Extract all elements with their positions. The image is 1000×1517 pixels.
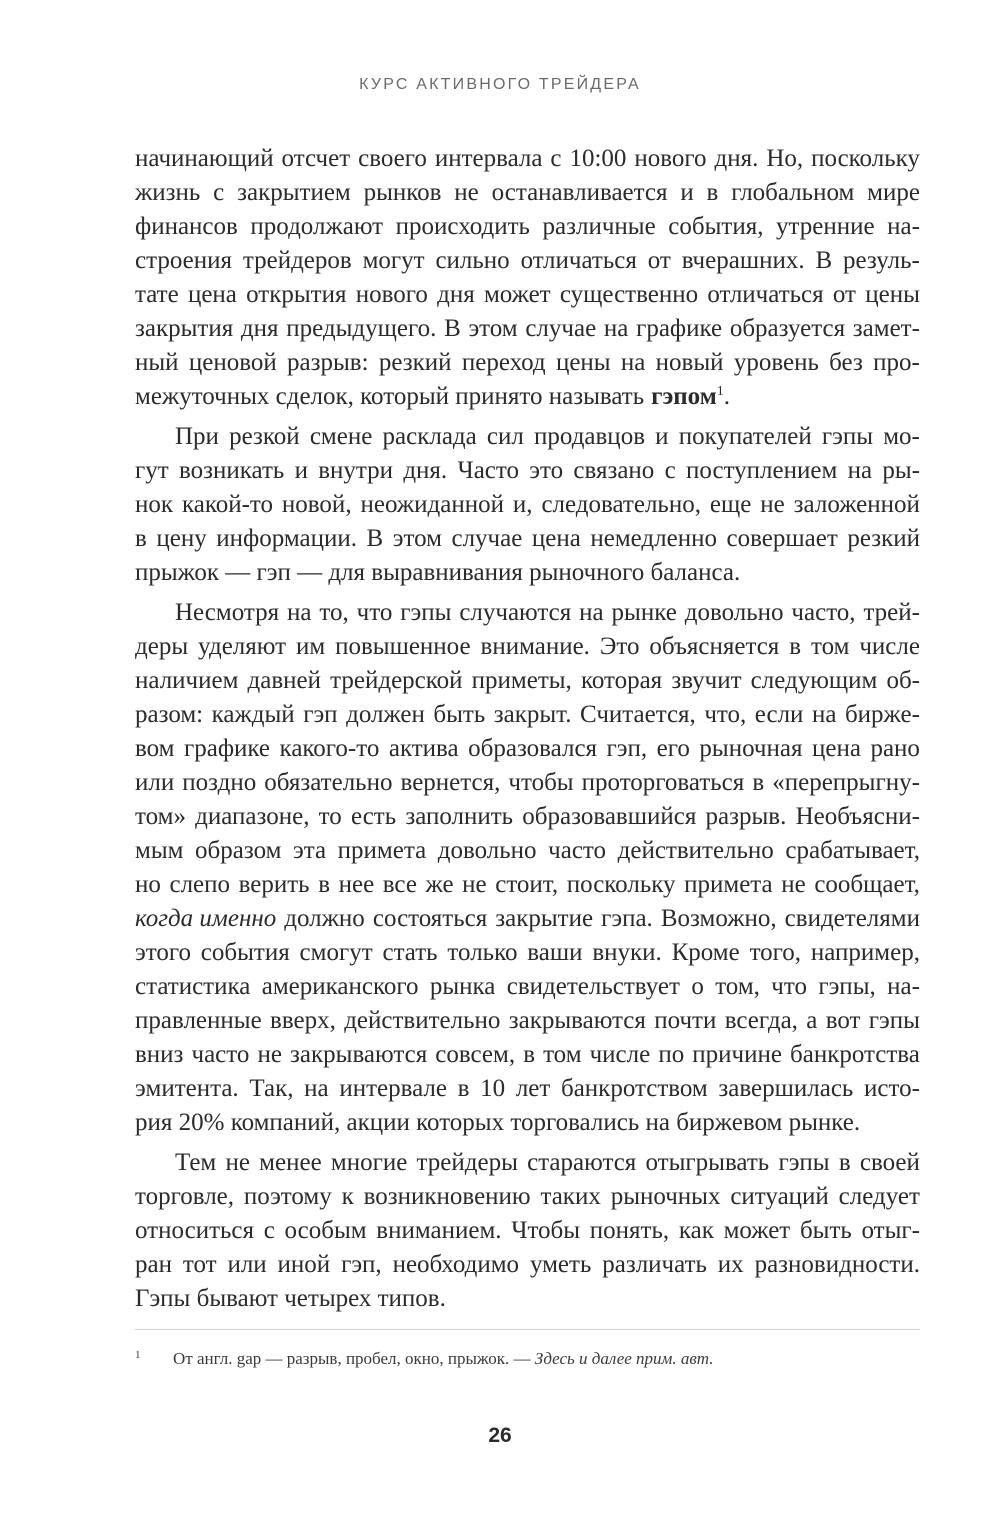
text-line: Несмотря на то, что гэпы случаются на рынке довольно часто, трей- (175, 599, 920, 626)
text-line: или поздно обязательно вернется, чтобы проторговаться в «перепрыгну- (135, 769, 920, 796)
text-line: гут возникать и внутри дня. Часто это связано с поступлением на ры- (135, 457, 920, 484)
text-line: нок какой-то новой, неожиданной и, следовательно, еще не заложенной (135, 491, 920, 518)
paragraph (135, 596, 920, 1140)
text-line: строения трейдеров могут сильно отличаться от вчерашних. В резуль- (135, 247, 920, 274)
text-line: деры уделяют им повышенное внимание. Это объясняется в том числе (135, 633, 920, 660)
footnote-italic: Здесь и далее прим. авт. (534, 1349, 714, 1368)
text-line: жизнь с закрытием рынков не останавливается и в глобальном мире (135, 179, 920, 206)
page-number: 26 (488, 1424, 512, 1447)
running-header: КУРС АКТИВНОГО ТРЕЙДЕРА (359, 76, 641, 93)
text-line: ный ценовой разрыв: резкий переход цены на новый уровень без про- (135, 349, 920, 376)
text-line: мым образом эта примета довольно часто действительно срабатывает, (135, 837, 920, 864)
text-line: закрытия дня предыдущего. В этом случае на графике образуется замет- (135, 315, 920, 342)
text-line: эмитента. Так, на интервале в 10 лет банкротством завершилась исто- (135, 1075, 920, 1102)
paragraph (135, 420, 920, 590)
text-line: но слепо верить в нее все же не стоит, поскольку примета не сообщает, (135, 871, 920, 898)
text-line: рия 20% компаний, акции которых торговались на биржевом рынке. (135, 1109, 861, 1136)
footnote-divider (135, 1329, 920, 1330)
text-line: когда именно должно состояться закрытие гэпа. Возможно, свидетелями (135, 902, 920, 936)
text-line: Гэпы бывают четырех типов. (135, 1285, 446, 1312)
text-line: наличием давней трейдерской приметы, которая звучит следующим об- (135, 667, 920, 694)
text-line: этого события смогут стать только ваши внуки. Кроме того, например, (135, 939, 920, 966)
text-line: вниз часто не закрываются совсем, в том числе по причине банкротства (135, 1041, 920, 1068)
footnote-text: От англ. gap — разрыв, пробел, окно, прыжок. — (173, 1349, 531, 1368)
emphasis: когда именно (135, 905, 277, 932)
text-line: Тем не менее многие трейдеры стараются отыгрывать гэпы в своей (175, 1149, 920, 1176)
text-line: вом графике какого-то актива образовался гэп, его рыночная цена рано (135, 735, 920, 762)
text-line: разом: каждый гэп должен быть закрыт. Считается, что, если на бирже- (135, 701, 920, 728)
term-gap: гэпом (651, 383, 717, 410)
text-line: относиться с особым вниманием. Чтобы понять, как может быть отыг- (135, 1217, 920, 1244)
text-line: правленные вверх, действительно закрываются почти всегда, а вот гэпы (135, 1007, 920, 1034)
text-line: ран тот или иной гэп, необходимо уметь различать их разновидности. (135, 1251, 920, 1278)
paragraph (135, 1146, 920, 1316)
text-line: торговле, поэтому к возникновению таких рыночных ситуаций следует (135, 1183, 920, 1210)
text-line: прыжок — гэп — для выравнивания рыночного баланса. (135, 559, 741, 586)
text-line: в цену информации. В этом случае цена немедленно совершает резкий (135, 525, 920, 552)
text-line: том» диапазоне, то есть заполнить образовавшийся разрыв. Необъясни- (135, 803, 920, 830)
footnote-number: 1 (135, 1349, 141, 1361)
text-line: статистика американского рынка свидетельствует о том, что гэпы, на- (135, 973, 920, 1000)
text-line: финансов продолжают происходить различные события, утренние на- (135, 213, 920, 240)
text-line: При резкой смене расклада сил продавцов и покупателей гэпы мо- (175, 423, 920, 450)
text-line: межуточных сделок, который принято называть гэпом$^1$. (135, 383, 730, 410)
text-line: начинающий отсчет своего интервала с 10:00 нового дня. Но, поскольку (135, 145, 920, 172)
footnote-ref[interactable]: 1 (716, 384, 724, 399)
paragraph (135, 142, 920, 414)
main-text (135, 142, 920, 1316)
text-line: тате цена открытия нового дня может существенно отличаться от цены (135, 281, 920, 308)
